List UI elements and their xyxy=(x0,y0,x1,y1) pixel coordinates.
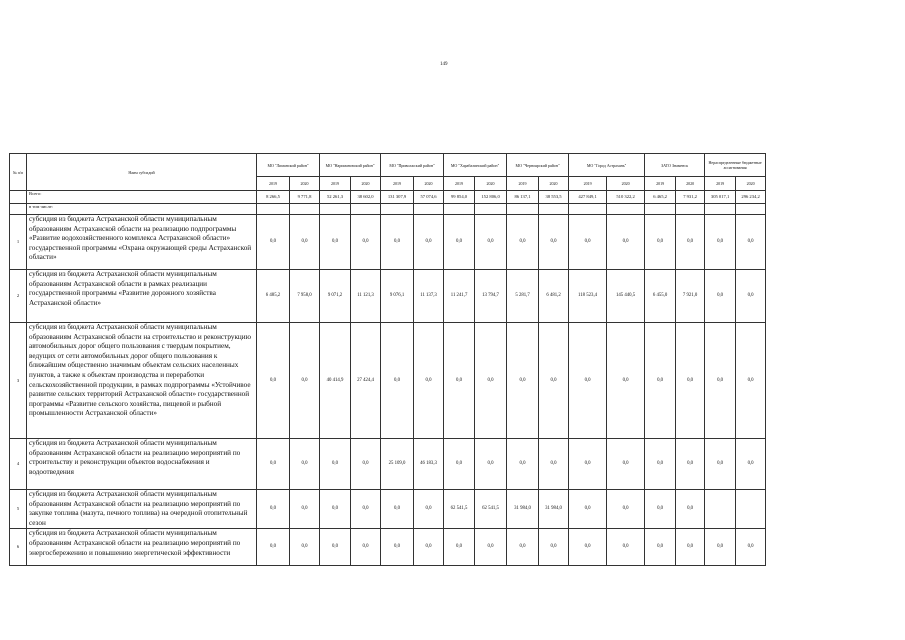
row-number: 1 xyxy=(10,215,27,270)
header-year: 2019 xyxy=(645,177,676,191)
row-value: 0,0 xyxy=(290,215,320,270)
row-value: 25 109,0 xyxy=(381,439,414,490)
row-value: 0,0 xyxy=(414,490,444,529)
row-value: 0,0 xyxy=(676,439,705,490)
table-row xyxy=(10,215,766,270)
header-year: 2019 xyxy=(569,177,607,191)
header-year: 2019 xyxy=(705,177,736,191)
row-number: 6 xyxy=(10,529,27,566)
row-value: 0,0 xyxy=(257,490,290,529)
row-value: 0,0 xyxy=(351,439,381,490)
total-value: 99 854,0 xyxy=(444,191,475,204)
row-value: 7 921,0 xyxy=(676,270,705,323)
row-value: 0,0 xyxy=(569,323,607,439)
row-value: 0,0 xyxy=(444,439,475,490)
header-year: 2019 xyxy=(257,177,290,191)
row-value: 0,0 xyxy=(507,323,539,439)
row-value: 0,0 xyxy=(507,529,539,566)
total-value: 510 322,2 xyxy=(607,191,645,204)
row-value: 31 984,0 xyxy=(507,490,539,529)
row-value: 0,0 xyxy=(475,529,507,566)
in-that-row xyxy=(10,204,766,215)
row-value: 0,0 xyxy=(257,439,290,490)
row-value: 0,0 xyxy=(257,323,290,439)
row-value: 0,0 xyxy=(645,215,676,270)
row-value: 0,0 xyxy=(507,439,539,490)
table-row xyxy=(10,490,766,529)
row-value: 0,0 xyxy=(381,215,414,270)
data-rows xyxy=(10,215,766,566)
row-value: 7 958,0 xyxy=(290,270,320,323)
row-value: 0,0 xyxy=(444,529,475,566)
header-year: 2020 xyxy=(539,177,569,191)
header-group: Нераспределенные бюджетные ассигнования xyxy=(705,154,766,177)
row-value: 0,0 xyxy=(676,215,705,270)
total-value: 38 553,5 xyxy=(539,191,569,204)
row-value: 0,0 xyxy=(569,439,607,490)
row-value: 0,0 xyxy=(645,439,676,490)
row-value: 0,0 xyxy=(705,215,736,270)
row-value: 13 794,7 xyxy=(475,270,507,323)
row-value: 0,0 xyxy=(414,529,444,566)
row-value: 0,0 xyxy=(705,529,736,566)
header-group: МО "Харабалинский район" xyxy=(444,154,507,177)
row-value: 6 455,0 xyxy=(645,270,676,323)
table-row xyxy=(10,529,766,566)
row-value: 11 241,7 xyxy=(444,270,475,323)
row-value: 9 076,1 xyxy=(381,270,414,323)
row-value: 0,0 xyxy=(705,323,736,439)
header-year: 2020 xyxy=(736,177,766,191)
header-num: № п/п xyxy=(10,154,27,191)
row-value: 118 523,4 xyxy=(569,270,607,323)
row-name: субсидия из бюджета Астраханской области муниципальным образованиям Астраханской области на строительство и реконструкцию автомобильных дорог общего пользования с твердым покрытием, ведущих от сети автомобильных дорог общего пользования к ближайшим общественно значимым объектам сельских населенных пунктов, а также к объектам производства и переработки сельскохозяйственной продукции, в рамках подпрограммы «Устойчивое развитие сельских территорий Астраханской области» государственной программы «Развитие сельского хозяйства, пищевой и рыбной промышленности Астраханской области» xyxy=(27,323,257,439)
row-value: 0,0 xyxy=(507,215,539,270)
row-value: 0,0 xyxy=(736,439,766,490)
row-value: 46 183,3 xyxy=(414,439,444,490)
row-value: 0,0 xyxy=(320,529,351,566)
row-value: 0,0 xyxy=(607,439,645,490)
row-value: 0,0 xyxy=(381,323,414,439)
row-value: 0,0 xyxy=(645,529,676,566)
header-year: 2020 xyxy=(607,177,645,191)
header-year: 2020 xyxy=(414,177,444,191)
header-group: МО "Наримановский район" xyxy=(320,154,381,177)
header-group: ЗАТО Знаменск xyxy=(645,154,705,177)
row-value: 6 481,2 xyxy=(539,270,569,323)
total-value: 296 234,2 xyxy=(736,191,766,204)
row-value: 145 440,5 xyxy=(607,270,645,323)
row-value: 0,0 xyxy=(475,215,507,270)
row-value: 0,0 xyxy=(475,439,507,490)
row-value: 0,0 xyxy=(320,215,351,270)
row-value: 0,0 xyxy=(607,490,645,529)
row-value: 0,0 xyxy=(539,439,569,490)
header-group: МО "Город Астрахань" xyxy=(569,154,645,177)
total-value: 6 465,2 xyxy=(645,191,676,204)
row-value: 0,0 xyxy=(705,439,736,490)
subsidy-table xyxy=(9,153,766,566)
row-value: 0,0 xyxy=(569,215,607,270)
header-year: 2019 xyxy=(320,177,351,191)
row-name: субсидия из бюджета Астраханской области муниципальным образованиям Астраханской области на реализацию мероприятий по энергосбережению и повышению энергетической эффективности xyxy=(27,529,257,566)
row-value: 62 541,5 xyxy=(444,490,475,529)
row-value: 0,0 xyxy=(290,439,320,490)
row-value: 0,0 xyxy=(381,490,414,529)
header-year: 2020 xyxy=(475,177,507,191)
row-value: 0,0 xyxy=(607,529,645,566)
row-number: 3 xyxy=(10,323,27,439)
row-value: 0,0 xyxy=(414,215,444,270)
row-value: 0,0 xyxy=(539,529,569,566)
row-value: 9 071,2 xyxy=(320,270,351,323)
row-value: 0,0 xyxy=(736,529,766,566)
row-value: 0,0 xyxy=(676,323,705,439)
row-value: 0,0 xyxy=(569,529,607,566)
header-year: 2020 xyxy=(676,177,705,191)
header-year: 2019 xyxy=(507,177,539,191)
total-value: 7 931,2 xyxy=(676,191,705,204)
row-number: 4 xyxy=(10,439,27,490)
row-value: 0,0 xyxy=(320,490,351,529)
header-year: 2019 xyxy=(381,177,414,191)
header-row-groups xyxy=(10,154,766,177)
row-value: 0,0 xyxy=(736,215,766,270)
header-year: 2020 xyxy=(290,177,320,191)
row-value: 0,0 xyxy=(736,323,766,439)
row-name: субсидия из бюджета Астраханской области муниципальным образованиям Астраханской области в рамках реализации государственной программы «Развитие дорожного хозяйства Астраханской области» xyxy=(27,270,257,323)
row-value: 0,0 xyxy=(539,215,569,270)
row-value: 0,0 xyxy=(539,323,569,439)
row-name: субсидия из бюджета Астраханской области муниципальным образованиям Астраханской области на реализацию мероприятий по закупке топлива (мазута, печного топлива) на очередной отопительный сезон xyxy=(27,490,257,529)
row-value xyxy=(705,490,736,529)
row-value: 0,0 xyxy=(444,323,475,439)
row-value: 0,0 xyxy=(569,490,607,529)
row-value: 0,0 xyxy=(381,529,414,566)
row-value: 0,0 xyxy=(705,270,736,323)
row-value: 0,0 xyxy=(444,215,475,270)
total-value: 9 771,8 xyxy=(290,191,320,204)
row-value: 5 281,7 xyxy=(507,270,539,323)
total-value: 38 602,0 xyxy=(351,191,381,204)
row-value: 0,0 xyxy=(351,215,381,270)
total-value: 8 266,5 xyxy=(257,191,290,204)
page-number: 149 xyxy=(440,62,448,67)
row-value: 0,0 xyxy=(257,529,290,566)
row-value: 31 984,0 xyxy=(539,490,569,529)
row-value: 0,0 xyxy=(676,490,705,529)
row-value: 40 414,9 xyxy=(320,323,351,439)
table-row xyxy=(10,323,766,439)
header-group: МО "Лиманский район" xyxy=(257,154,320,177)
row-value: 0,0 xyxy=(676,529,705,566)
header-group: МО "Черноярский район" xyxy=(507,154,569,177)
row-value: 0,0 xyxy=(475,323,507,439)
row-value: 0,0 xyxy=(257,215,290,270)
row-value: 0,0 xyxy=(414,323,444,439)
row-value: 0,0 xyxy=(290,529,320,566)
row-value: 11 137,3 xyxy=(414,270,444,323)
total-row xyxy=(10,191,766,204)
row-value: 0,0 xyxy=(320,439,351,490)
table-row xyxy=(10,439,766,490)
row-value: 0,0 xyxy=(290,490,320,529)
row-value: 0,0 xyxy=(607,215,645,270)
total-value: 427 849,1 xyxy=(569,191,607,204)
header-year: 2020 xyxy=(351,177,381,191)
row-value: 6 485,2 xyxy=(257,270,290,323)
total-value: 131 307,9 xyxy=(381,191,414,204)
row-number: 2 xyxy=(10,270,27,323)
table-row xyxy=(10,270,766,323)
row-value: 0,0 xyxy=(290,323,320,439)
row-value: 0,0 xyxy=(351,490,381,529)
row-value: 0,0 xyxy=(645,490,676,529)
row-name: субсидия из бюджета Астраханской области муниципальным образованиям Астраханской области на реализацию подпрограммы «Развитие водохозяйственного комплекса Астраханской области» государственной программы «Охрана окружающей среды Астраханской области» xyxy=(27,215,257,270)
total-value: 152 806,0 xyxy=(475,191,507,204)
row-value: 0,0 xyxy=(351,529,381,566)
total-label: Всего: xyxy=(27,191,257,204)
row-value xyxy=(736,490,766,529)
row-name: субсидия из бюджета Астраханской области муниципальным образованиям Астраханской области на реализацию мероприятий по строительству и реконструкции объектов водоснабжения и водоотведения xyxy=(27,439,257,490)
in-that-label: в том числе: xyxy=(27,204,257,215)
total-value: 52 261,3 xyxy=(320,191,351,204)
row-value: 62 541,5 xyxy=(475,490,507,529)
row-value: 0,0 xyxy=(607,323,645,439)
total-value: 305 017,1 xyxy=(705,191,736,204)
total-value: 86 137,1 xyxy=(507,191,539,204)
row-value: 27 424,4 xyxy=(351,323,381,439)
header-name: Наим субсидий xyxy=(27,154,257,191)
row-value: 0,0 xyxy=(645,323,676,439)
total-value: 57 074,6 xyxy=(414,191,444,204)
header-group: МО "Приволжский район" xyxy=(381,154,444,177)
row-value: 11 121,3 xyxy=(351,270,381,323)
row-value: 0,0 xyxy=(736,270,766,323)
row-number: 5 xyxy=(10,490,27,529)
header-year: 2019 xyxy=(444,177,475,191)
